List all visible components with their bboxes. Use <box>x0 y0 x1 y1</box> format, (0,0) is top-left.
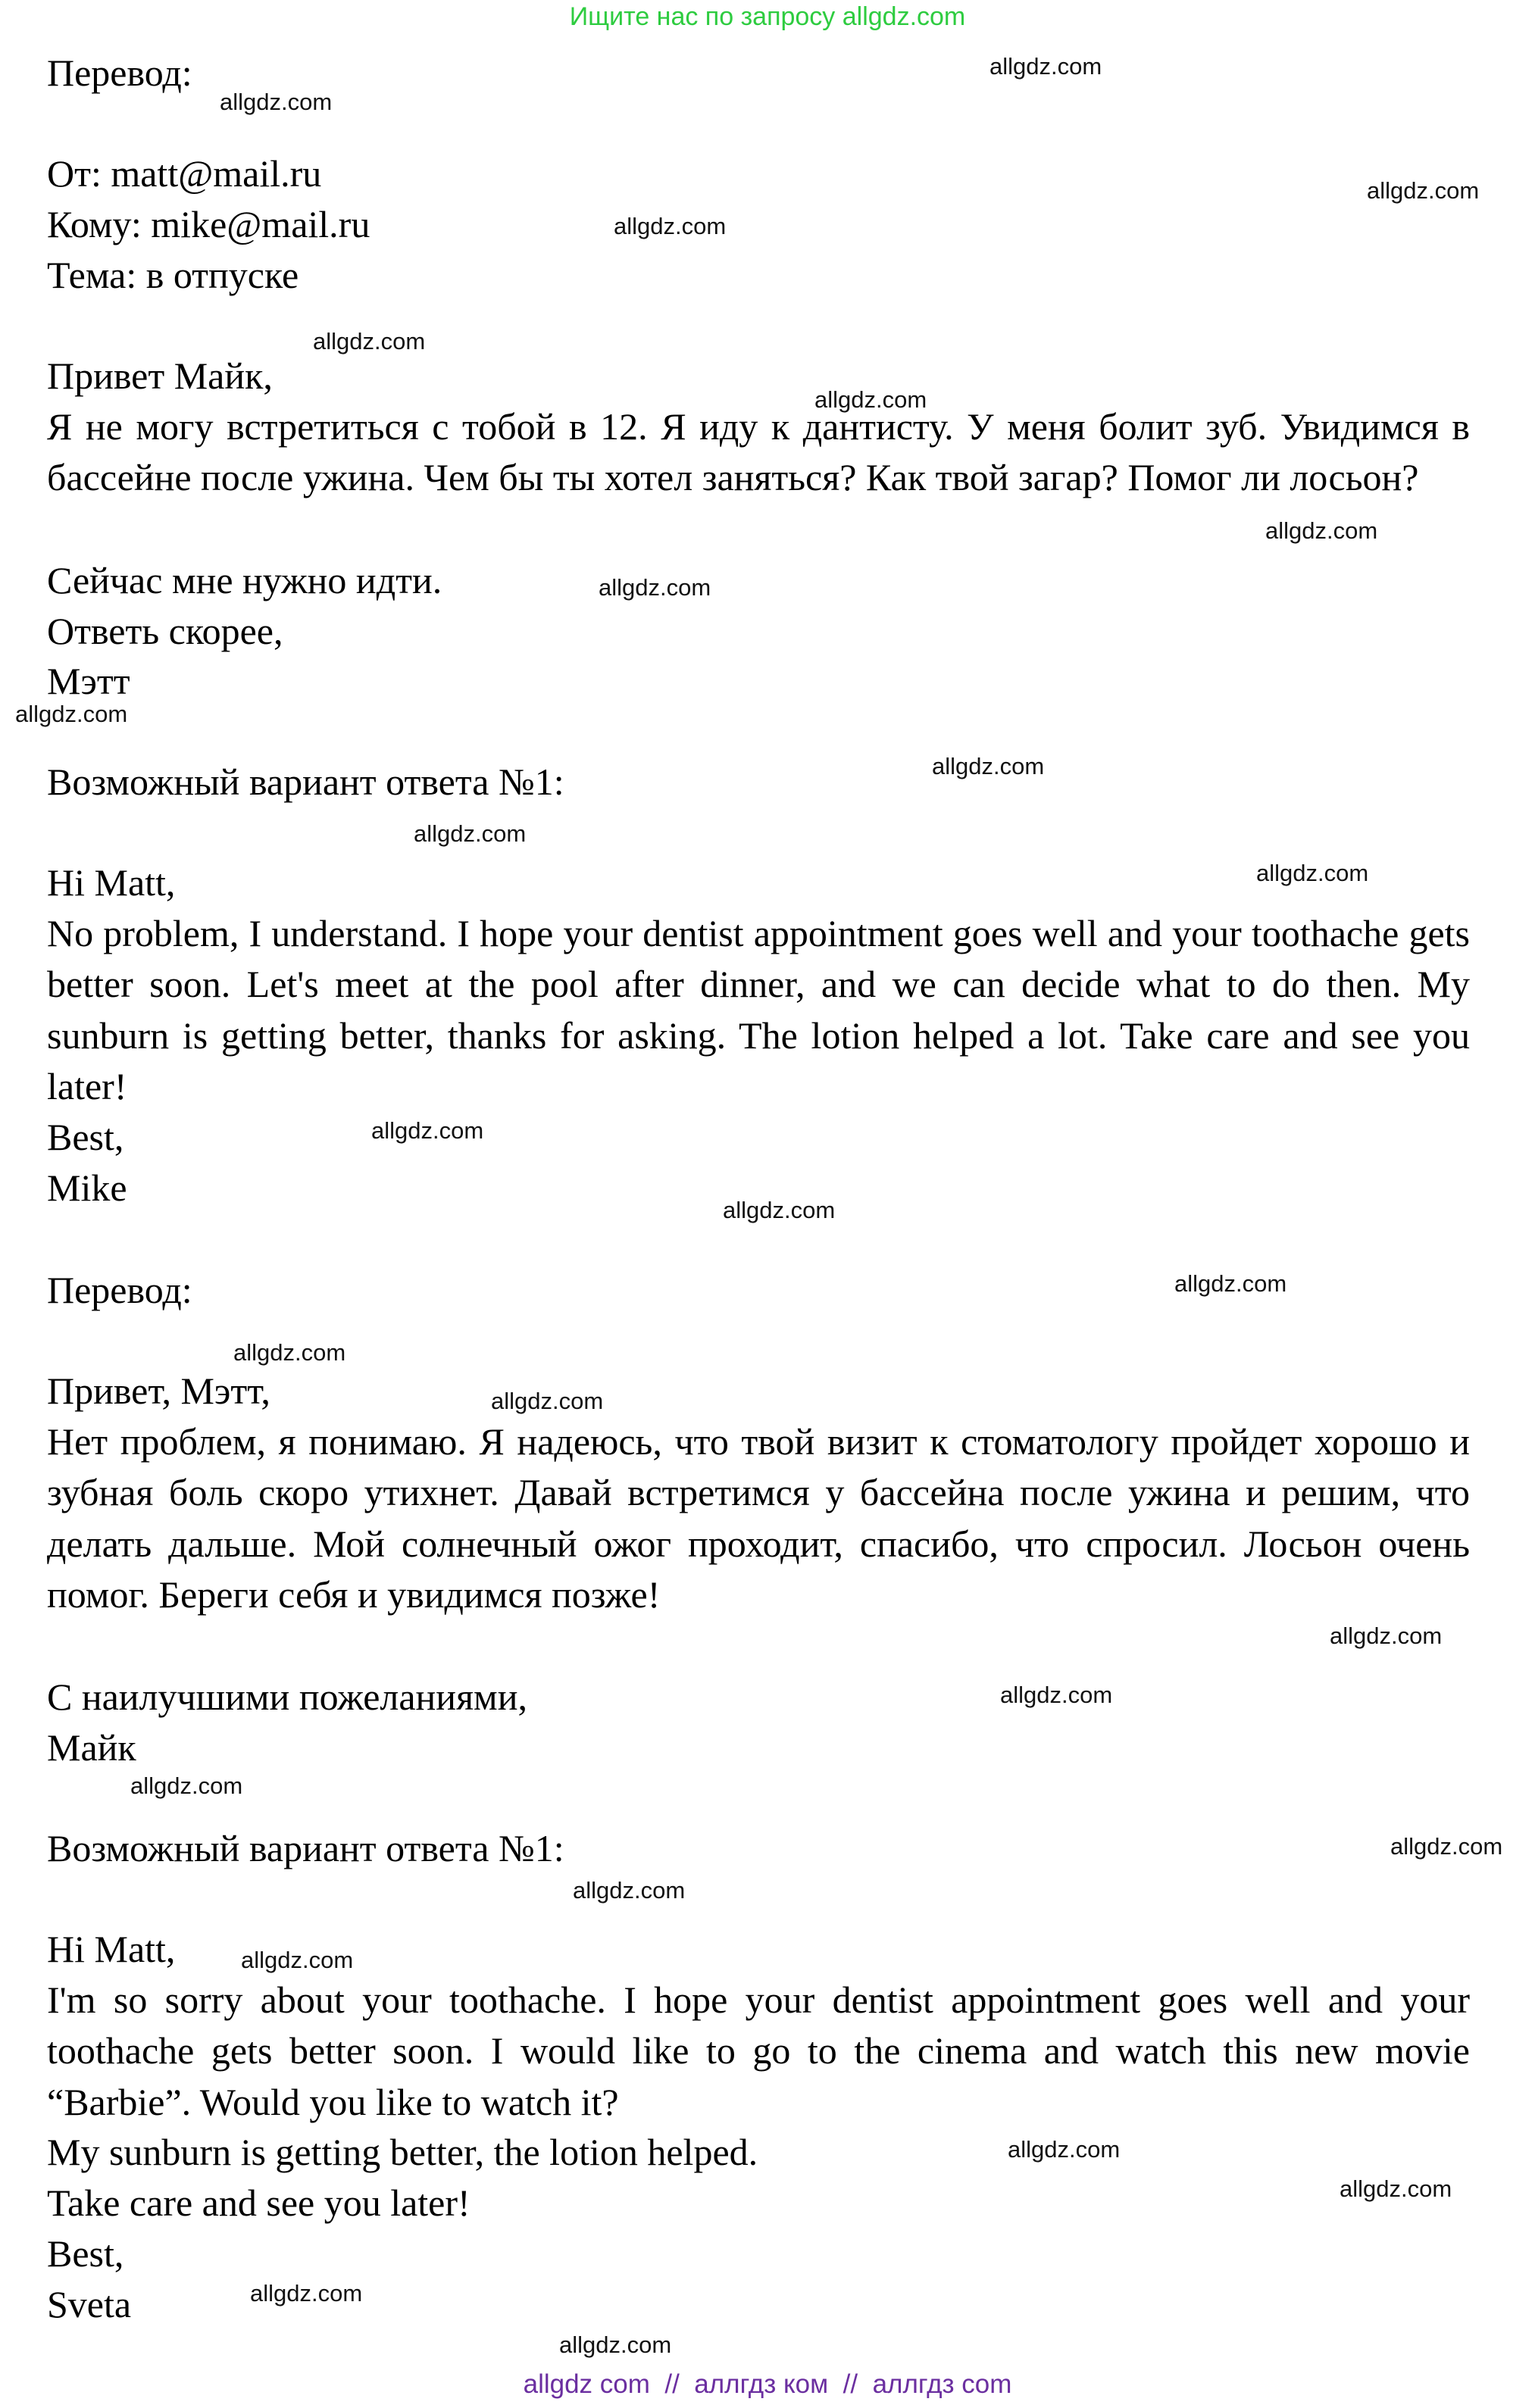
answer1-greeting: Hi Matt, <box>47 861 176 904</box>
section1-heading: Перевод: <box>47 52 192 94</box>
translation1-body: Нет проблем, я понимаю. Я надеюсь, что твой визит к стоматологу пройдет хорошо и зубная боль скоро утихнет. Давай встретимся у бассейна после ужина и решим, что делать дальше. Мой солнечный ожог проходит, спасибо, что спросил. Лосьон очень помог. Береги себя и увидимся позже! <box>47 1420 1470 1616</box>
answer2-signature: Sveta <box>47 2283 132 2325</box>
watermark: allgdz.com <box>233 1339 346 1366</box>
answer2-greeting: Hi Matt, <box>47 1928 176 1970</box>
answer2-closing: Best, <box>47 2232 124 2275</box>
footer <box>0 2369 1535 2400</box>
answer1-closing: Best, <box>47 1116 124 1158</box>
letter-greeting: Привет Майк, <box>47 354 273 397</box>
letter-signature: Мэтт <box>47 660 130 702</box>
watermark: allgdz.com <box>250 2280 363 2306</box>
letter-line-go: Сейчас мне нужно идти. <box>47 559 442 601</box>
search-banner: Ищите нас по запросу allgdz.com <box>569 2 966 31</box>
watermark: allgdz.com <box>1265 517 1378 544</box>
footer-part-1: allgdz com <box>523 2369 650 2399</box>
email-to: Кому: mike@mail.ru <box>47 203 370 245</box>
watermark: allgdz.com <box>599 574 711 601</box>
watermark: allgdz.com <box>1256 860 1369 886</box>
watermark: allgdz.com <box>932 753 1045 779</box>
footer-separator: // <box>649 2369 695 2399</box>
translation1-closing: С наилучшими пожеланиями, <box>47 1676 527 1718</box>
watermark: allgdz.com <box>241 1947 354 1973</box>
answer2-line-take-care: Take care and see you later! <box>47 2182 471 2224</box>
footer-part-2: аллгдз ком <box>694 2369 829 2399</box>
watermark: allgdz.com <box>723 1197 836 1223</box>
email-from: От: matt@mail.ru <box>47 152 322 195</box>
translation1-heading: Перевод: <box>47 1269 192 1311</box>
watermark: allgdz.com <box>1174 1270 1287 1297</box>
watermark: allgdz.com <box>1330 1623 1443 1649</box>
answer2-heading: Возможный вариант ответа №1: <box>47 1827 564 1869</box>
watermark: allgdz.com <box>614 213 727 239</box>
letter-closing: Ответь скорее, <box>47 610 283 652</box>
watermark: allgdz.com <box>220 89 333 115</box>
watermark: allgdz.com <box>491 1388 604 1414</box>
watermark: allgdz.com <box>313 328 426 354</box>
answer1-heading: Возможный вариант ответа №1: <box>47 761 564 803</box>
watermark: allgdz.com <box>559 2331 672 2358</box>
watermark: allgdz.com <box>1390 1833 1503 1860</box>
watermark: allgdz.com <box>989 53 1102 80</box>
watermark: allgdz.com <box>814 386 927 413</box>
answer1-signature: Mike <box>47 1167 127 1209</box>
answer1-body: No problem, I understand. I hope your dentist appointment goes well and your toothache gets better soon. Let's meet at the pool after dinner, and we can decide what to do then. My sunburn is getting better, thanks for asking. The lotion helped a lot. Take care and see you later! <box>47 912 1470 1108</box>
watermark: allgdz.com <box>371 1117 484 1144</box>
watermark: allgdz.com <box>1000 1682 1113 1708</box>
watermark: allgdz.com <box>414 820 527 847</box>
watermark: allgdz.com <box>573 1877 686 1904</box>
translation1-greeting: Привет, Мэтт, <box>47 1370 270 1412</box>
translation1-signature: Майк <box>47 1726 136 1769</box>
watermark: allgdz.com <box>15 701 128 727</box>
letter-body: Я не могу встретиться с тобой в 12. Я иду к дантисту. У меня болит зуб. Увидимся в бассейне после ужина. Чем бы ты хотел заняться? Как твой загар? Помог ли лосьон? <box>47 405 1470 499</box>
watermark: allgdz.com <box>130 1772 243 1799</box>
footer-part-3: аллгдз com <box>872 2369 1012 2399</box>
watermark: allgdz.com <box>1367 177 1480 204</box>
answer2-line-sunburn: My sunburn is getting better, the lotion helped. <box>47 2131 758 2173</box>
watermark: allgdz.com <box>1340 2175 1452 2202</box>
watermark: allgdz.com <box>1008 2136 1121 2163</box>
email-subject: Тема: в отпуске <box>47 254 299 296</box>
footer-separator: // <box>828 2369 873 2399</box>
answer2-body: I'm so sorry about your toothache. I hope your dentist appointment goes well and your toothache gets better soon. I would like to go to the cinema and watch this new movie “Barbie”. Would you like to watch it? <box>47 1979 1470 2123</box>
